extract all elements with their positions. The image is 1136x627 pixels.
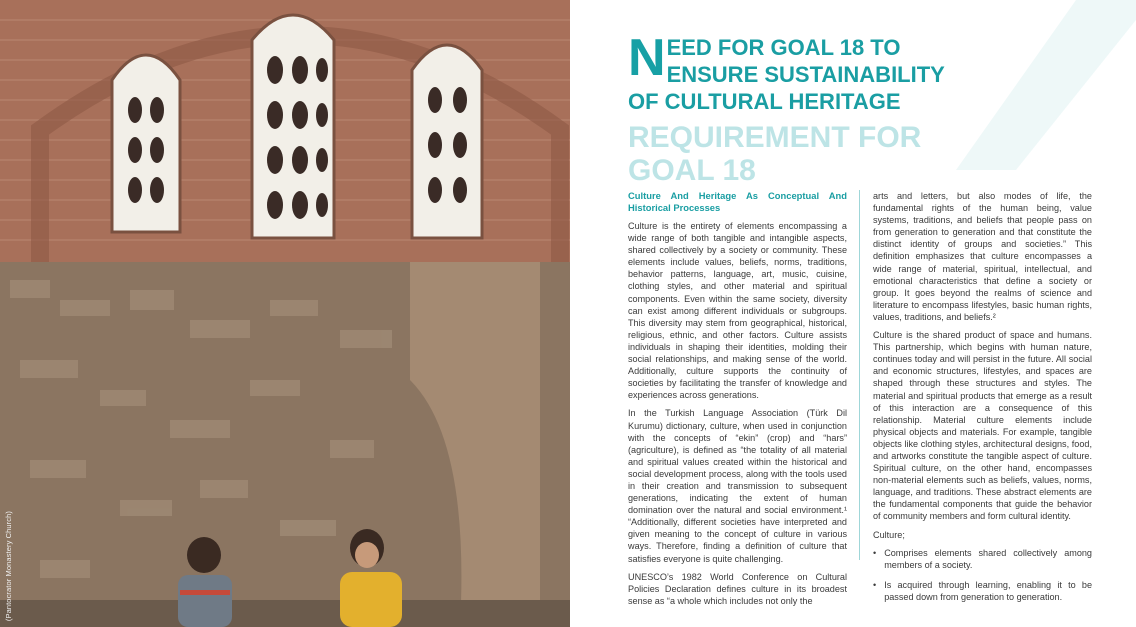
paragraph: In the Turkish Language Association (Türk Dil Kurumu) dictionary, culture, when used in conjunction with the concepts of “ekin” (crop) and “hars” (agriculture), is defined as “the totality of all material and spiritual values created within the historical and social development process, along with the tools used in their creation and transmission to subsequent generations, indicating the extent of human domination over the natural and social environment.¹ “Additionally, different societies have interpreted and given meaning to the concept of culture in various ways. Therefore, finding a definition of culture that satisfies everyone is quite challenging.: [628, 408, 847, 564]
section-title-line-2: GOAL 18: [628, 154, 756, 187]
column-subheading: Culture And Heritage As Conceptual And Historical Processes: [628, 190, 847, 213]
section-title: [628, 121, 1048, 187]
title-line-1: EED FOR GOAL 18 TO: [666, 35, 901, 60]
window-right: [412, 45, 482, 238]
paragraph: Culture is the entirety of elements encompassing a wide range of both tangible and intangible aspects, shared collectively by a society or community. These elements include values, beliefs, norms, traditions, behavior patterns, language, art, music, cuisine, clothing styles, and other material and spiritual components. Even within the same society, diversity can exist among different individuals or subgroups. This diversity may stem from geographical, historical, religious, ethnic, and other factors. Culture assists individuals in shaping their identities, molding their social relationships, and making sense of the world. Additionally, culture supports the continuity of societies by facilitating the transfer of knowledge and experiences across generations.: [628, 221, 847, 401]
photo-caption: (Pantocrator Monastery Church): [4, 510, 13, 621]
column-divider: [859, 190, 860, 560]
list-label: Culture;: [873, 529, 905, 540]
title-line-3: OF CULTURAL HERITAGE: [628, 89, 901, 114]
text-column-1: [628, 190, 847, 613]
section-title-line-1: REQUIREMENT FOR: [628, 121, 922, 154]
paragraph: arts and letters, but also modes of life, the fundamental rights of the human being, value systems, traditions, and beliefs that people pass on from generation to generation and that constitute the distinct identity of groups and societies.” This definition emphasizes that culture encompasses a wide range of material, spiritual, intellectual, and emotional characteristics that define a society or group. It goes beyond the realms of science and literature to encompass lifestyles, basic human rights, values, traditions, and beliefs.²: [873, 191, 1092, 322]
title-drop-cap: N: [628, 29, 666, 87]
paragraph: Culture is the shared product of space and humans. This partnership, which begins with human nature, continues today and will persist in the future. All social and economic structures, lifestyles, and spaces are shaped through these structures and styles. The material and spiritual products that emerge as a result of this interaction are a consequence of this relationship. Material culture elements include physical objects and materials. For example, tangible objects like clothing styles, architectural designs, food, and artworks constitute the tangible aspect of culture. Spiritual culture, on the other hand, encompasses non-material elements such as beliefs, values, norms, language, and traditions. These abstract elements are the fundamental components that guide the behavior of community members and form cultural identity.: [873, 330, 1092, 522]
title-line-2: ENSURE SUSTAINABILITY: [666, 62, 945, 87]
text-column-2: [873, 190, 1092, 611]
paragraph: UNESCO’s 1982 World Conference on Cultural Policies Declaration defines culture in its broadest sense as “a whole which includes not only the: [628, 571, 847, 606]
window-left: [112, 55, 180, 232]
list-item-text: Is acquired through learning, enabling it to be passed down from generation to generation.: [884, 579, 1092, 602]
bullet-icon: •: [873, 547, 877, 558]
list-item: [873, 579, 1092, 603]
list-item-text: Comprises elements shared collectively among members of a society.: [884, 547, 1092, 570]
list-item: [873, 547, 1092, 571]
bullet-icon: •: [873, 579, 877, 590]
page-title: [628, 29, 1048, 115]
